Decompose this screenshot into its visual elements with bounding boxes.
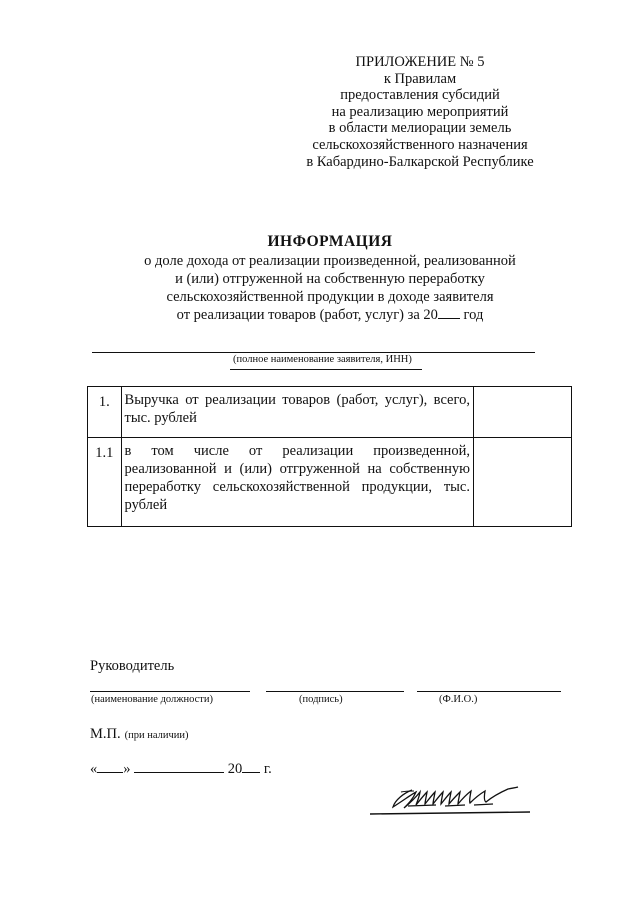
month-field[interactable] <box>134 759 224 773</box>
row-value-cell[interactable] <box>473 387 571 438</box>
date-suffix: г. <box>260 761 272 777</box>
applicant-name-field[interactable] <box>92 352 535 353</box>
row-description: Выручка от реализации товаров (работ, услуг), всего, тыс. рублей <box>121 387 473 438</box>
year-field[interactable] <box>242 759 260 773</box>
document-heading <box>110 232 550 324</box>
document-subtitle-line: сельскохозяйственной продукции в доходе заявителя <box>166 289 494 305</box>
document-subtitle-line: о доле дохода от реализации произведенной, реализованной <box>144 253 516 269</box>
applicant-caption: (полное наименование заявителя, ИНН) <box>233 354 412 365</box>
year-fill-field[interactable] <box>438 306 460 319</box>
stamp-label: М.П. <box>90 726 121 742</box>
row-number: 1. <box>88 387 122 438</box>
stamp-line <box>90 725 188 743</box>
date-line <box>90 759 272 778</box>
position-caption: (наименование должности) <box>91 694 214 705</box>
document-title: ИНФОРМАЦИЯ <box>267 233 393 250</box>
head-label: Руководитель <box>90 658 175 674</box>
signature-caption: (подпись) <box>299 694 343 705</box>
document-subtitle-line <box>110 306 550 324</box>
appendix-line: в Кабардино-Балкарской Республике <box>306 153 534 170</box>
row-number: 1.1 <box>88 438 122 527</box>
appendix-number: ПРИЛОЖЕНИЕ № 5 <box>355 54 485 70</box>
appendix-header <box>300 54 540 170</box>
table-row <box>88 438 572 527</box>
appendix-line: предоставления субсидий <box>340 87 500 104</box>
row-description: в том числе от реализации произведенной, реализованной и (или) отгруженной на собственную переработку сельскохозяйственной продукции, тыс. рублей <box>121 438 473 527</box>
table-row <box>88 387 572 438</box>
appendix-line: сельскохозяйственного назначения <box>312 136 528 153</box>
appendix-line: на реализацию мероприятий <box>331 103 509 120</box>
day-field[interactable] <box>97 759 123 773</box>
info-table <box>87 386 572 527</box>
document-subtitle-line: и (или) отгруженной на собственную переработку <box>175 271 485 287</box>
caption-divider <box>230 369 422 370</box>
date-year: 20 <box>227 761 243 777</box>
position-field[interactable] <box>90 691 250 692</box>
row-value-cell[interactable] <box>473 438 571 527</box>
appendix-line: к Правилам <box>383 70 457 87</box>
name-field[interactable] <box>417 691 561 692</box>
signature-field[interactable] <box>266 691 404 692</box>
date-quote-open: « <box>90 761 98 777</box>
year-suffix: год <box>459 307 484 323</box>
handwritten-signature <box>360 770 560 820</box>
name-caption: (Ф.И.О.) <box>439 694 478 705</box>
stamp-note: (при наличии) <box>124 730 189 741</box>
year-prefix: от реализации товаров (работ, услуг) за 20 <box>176 307 438 323</box>
appendix-line: в области мелиорации земель <box>328 120 512 137</box>
date-quote-close: » <box>123 761 131 777</box>
